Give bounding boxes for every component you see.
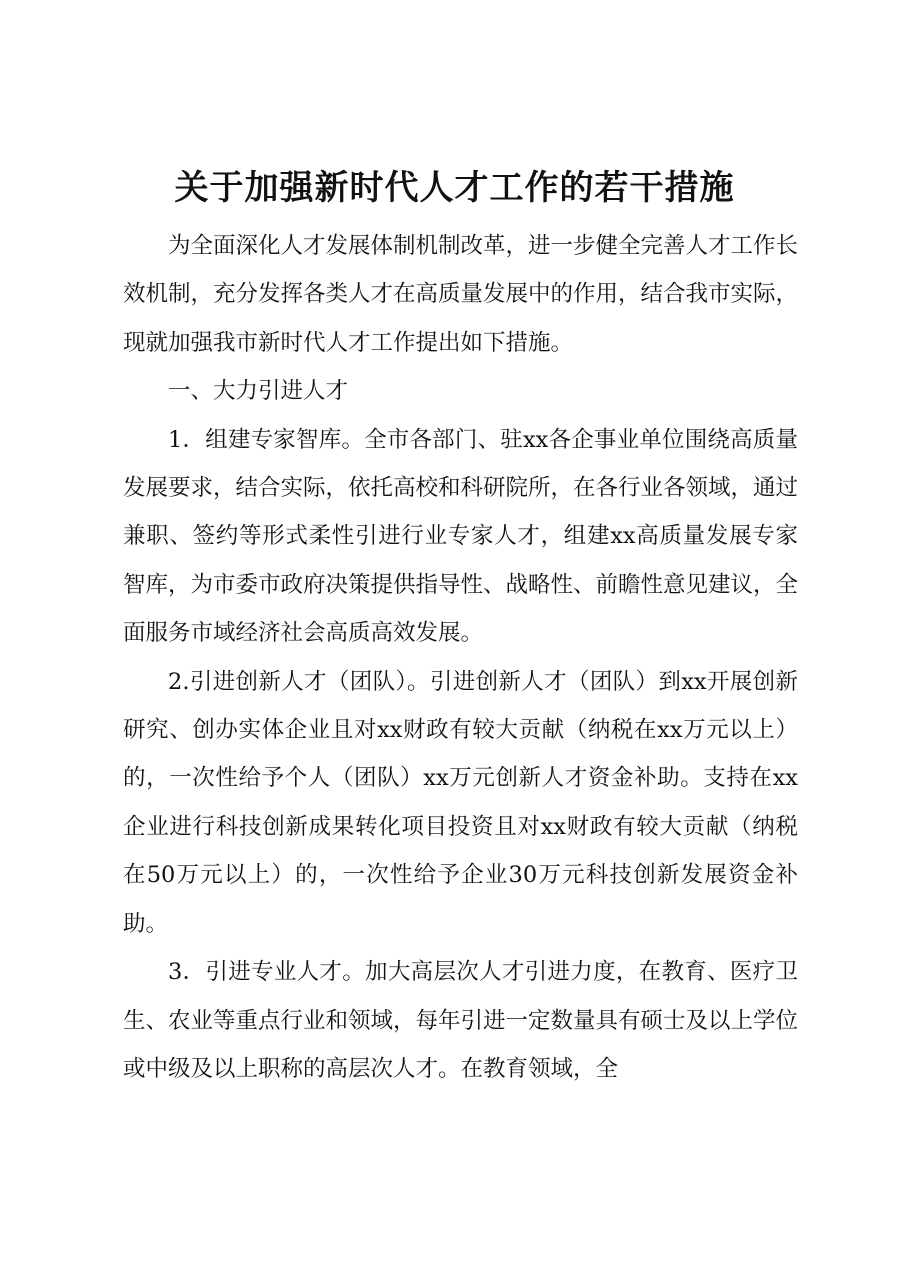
paragraph-item-1: 1．组建专家智库。全市各部门、驻xx各企事业单位围绕高质量发展要求，结合实际，依托高校和科研院所，在各行业各领域，通过兼职、签约等形式柔性引进行业专家人才，组建xx高质量发展专家智库，为市委市政府决策提供指导性、战略性、前瞻性意见建议，全面服务市域经济社会高质高效发展。 bbox=[123, 426, 799, 647]
paragraph-item-3: 3．引进专业人才。加大高层次人才引进力度，在教育、医疗卫生、农业等重点行业和领域，每年引进一定数量具有硕士及以上学位或中级及以上职称的高层次人才。在教育领域，全 bbox=[123, 959, 799, 1082]
paragraph-intro: 为全面深化人才发展体制机制改革，进一步健全完善人才工作长效机制，充分发挥各类人才在高质量发展中的作用，结合我市实际，现就加强我市新时代人才工作提出如下措施。 bbox=[123, 233, 799, 356]
paragraph-item-2: 2.引进创新人才（团队）。引进创新人才（团队）到xx开展创新研究、创办实体企业且对xx财政有较大贡献（纳税在xx万元以上）的，一次性给予个人（团队）xx万元创新人才资金补助。支持在xx企业进行科技创新成果转化项目投资且对xx财政有较大贡献（纳税在50万元以上）的，一次性给予企业30万元科技创新发展资金补助。 bbox=[123, 668, 798, 937]
section-heading-1: 一、大力引进人才 bbox=[168, 378, 349, 405]
document-title: 关于加强新时代人才工作的若干措施 bbox=[174, 168, 735, 208]
document-body bbox=[123, 222, 798, 1093]
